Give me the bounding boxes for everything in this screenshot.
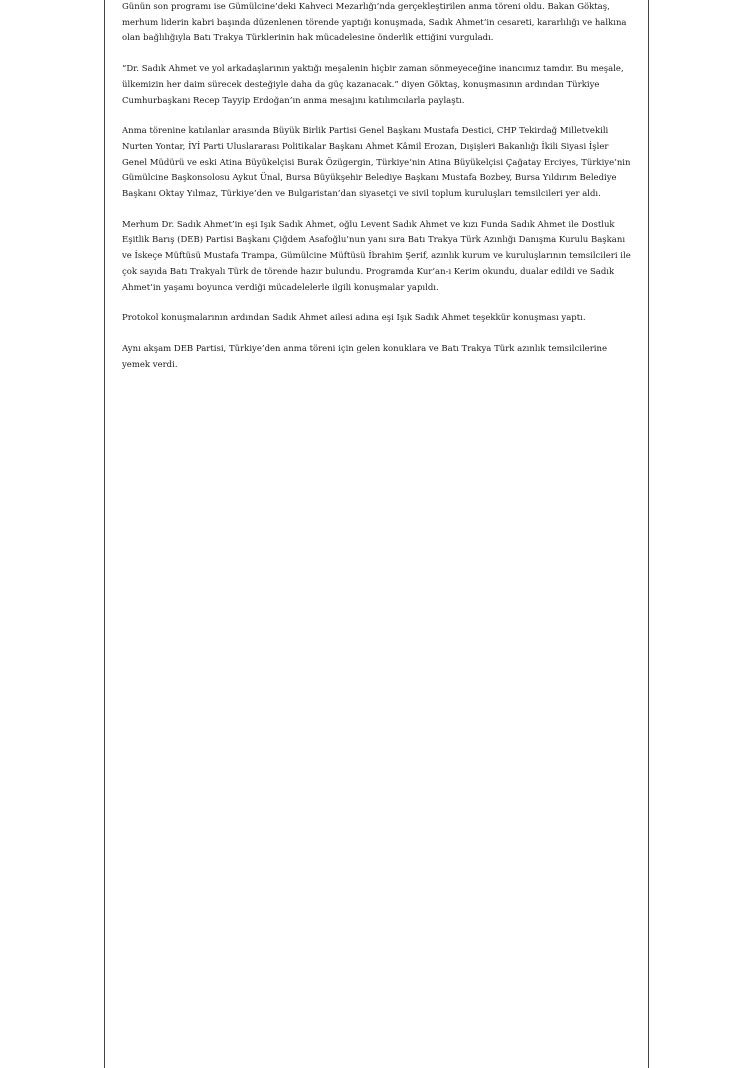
paragraph-thanks: Protokol konuşmalarının ardından Sadık Ahmet ailesi adına eşi Işık Sadık Ahmet teşekkür konuşması yaptı. bbox=[122, 313, 586, 324]
paragraph-dinner: Aynı akşam DEB Partisi, Türkiye’den anma töreni için gelen konuklara ve Batı Trakya Türk azınlık temsilcilerine yemek verdi. bbox=[122, 343, 607, 370]
paragraph-attendees: Anma törenine katılanlar arasında Büyük Birlik Partisi Genel Başkanı Mustafa Destici, CHP Tekirdağ Milletvekili Nurten Yontar, İYİ Parti Uluslararası Politikalar Başkanı Ahmet Kâmil Erozan, Dışişleri Bakanlığı İkili Siyasi İşler Genel Müdürü ve eski Atina Büyükelçisi Burak Özügergin, Türkiye’nin Atina Büyükelçisi Çağatay Erciyes, Türkiye’nin Gümülcine Başkonsolosu Aykut Ünal, Bursa Büyükşehir Belediye Başkanı Mustafa Bozbey, Bursa Yıldırım Belediye Başkanı Oktay Yılmaz, Türkiye’den ve Bulgaristan’dan siyasetçi ve sivil toplum kuruluşları temsilcileri yer aldı. bbox=[122, 126, 631, 200]
paragraph-ceremony: Günün son programı ise Gümülcine’deki Kahveci Mezarlığı’nda gerçekleştirilen anma töreni oldu. Bakan Göktaş, merhum liderin kabri başında düzenlenen törende yaptığı konuşmada, Sadık Ahmet’in cesareti, kararlılığı ve halkına olan bağlılığıyla Batı Trakya Türklerinin hak mücadelesine önderlik ettiğini vurguladı. bbox=[122, 2, 627, 44]
paragraph-family: Merhum Dr. Sadık Ahmet’in eşi Işık Sadık Ahmet, oğlu Levent Sadık Ahmet ve kızı Funda Sadık Ahmet ile Dostluk Eşitlik Barış (DEB) Partisi Başkanı Çiğdem Asafoğlu’nun yanı sıra Batı Trakya Türk Azınlığı Danışma Kurulu Başkanı ve İskeçe Müftüsü Mustafa Trampa, Gümülcine Müftüsü İbrahim Şerif, azınlık kurum ve kuruluşlarının temsilcileri ile çok sayıda Batı Trakyalı Türk de törende hazır bulundu. Programda Kur’an-ı Kerim okundu, dualar edildi ve Sadık Ahmet’in yaşamı boyunca verdiği mücadelelerle ilgili konuşmalar yapıldı. bbox=[122, 219, 631, 293]
article-body bbox=[122, 0, 634, 388]
paragraph-quote: “Dr. Sadık Ahmet ve yol arkadaşlarının yaktığı meşalenin hiçbir zaman sönmeyeceğine inancımız tamdır. Bu meşale, ülkemizin her daim sürecek desteğiyle daha da güç kazanacak.” diyen Göktaş, konuşmasının ardından Türkiye Cumhurbaşkanı Recep Tayyip Erdoğan’ın anma mesajını katılımcılarla paylaştı. bbox=[122, 64, 624, 106]
